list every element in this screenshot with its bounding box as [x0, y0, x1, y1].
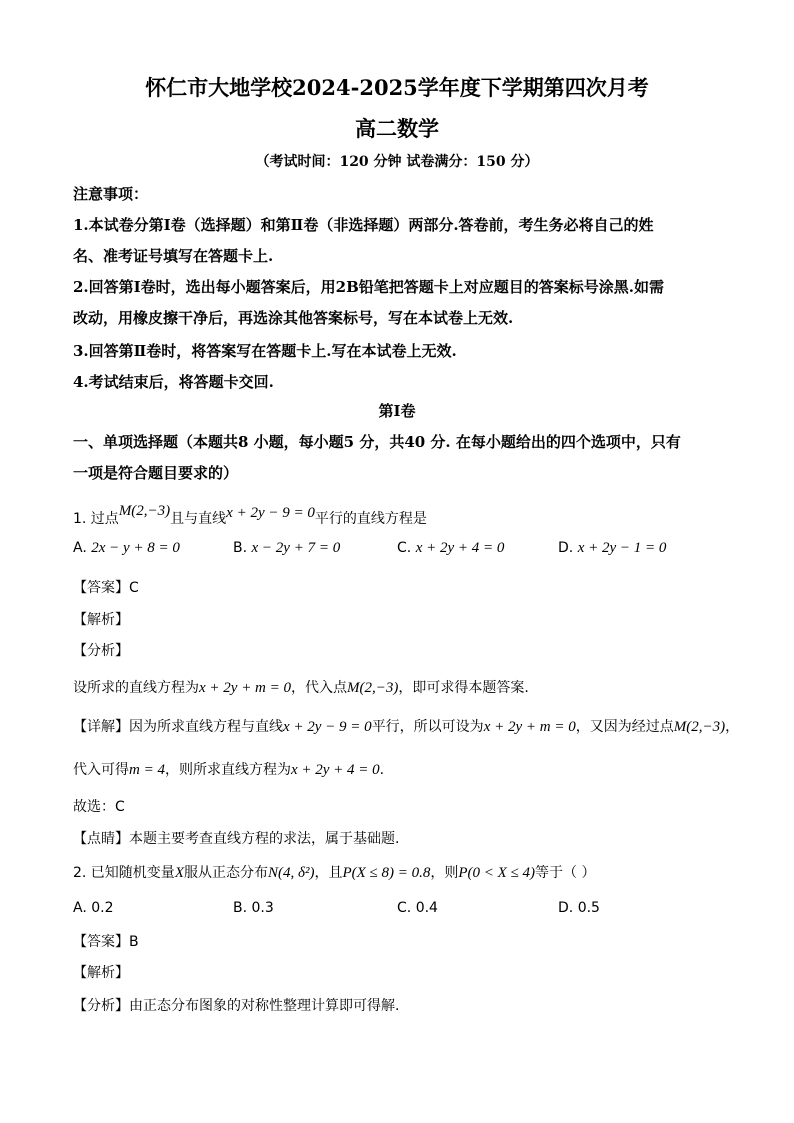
- detail-text: 代入可得: [73, 762, 129, 778]
- q2-prob-1: P(X ≤ 8) = 0.8: [342, 865, 431, 881]
- note-3: 3.回答第Ⅱ卷时，将答案写在答题卡上.写在本试卷上无效.: [73, 342, 457, 360]
- q1-choice: 故选：C: [73, 799, 125, 815]
- part1-line-2: 一项是符合题目要求的）: [73, 464, 239, 482]
- q1-jiexi: 【解析】: [73, 612, 129, 628]
- detail-text: ，: [725, 719, 740, 735]
- option-expr: 0.3: [251, 900, 274, 916]
- q1-detail-line-2: [73, 759, 384, 779]
- option-expr: 0.4: [415, 900, 438, 916]
- q1-option-b: [233, 540, 340, 557]
- detail-text: .: [379, 762, 385, 778]
- q2-answer: 【答案】B: [73, 934, 139, 950]
- q1-option-a: [73, 540, 180, 557]
- q2-option-a: [73, 900, 114, 916]
- analysis-text: ，代入点: [291, 680, 348, 696]
- q2-option-c: [397, 900, 438, 916]
- option-label: C.: [397, 540, 412, 556]
- q2-text: 等于（ ）: [535, 865, 596, 881]
- q1-prefix: 1. 过点: [73, 511, 119, 527]
- detail-expr: x + 2y + m = 0: [483, 719, 576, 735]
- q1-detail-line-1: [73, 716, 739, 736]
- detail-text: 【详解】因为所求直线方程与直线: [73, 719, 283, 735]
- q1-line: x + 2y − 9 = 0: [226, 505, 315, 521]
- detail-expr: x + 2y − 9 = 0: [283, 719, 372, 735]
- q1-analysis: [73, 677, 529, 697]
- q2-stem: [73, 862, 596, 882]
- option-label: A.: [73, 900, 87, 916]
- section-title: 第Ⅰ卷: [378, 402, 416, 420]
- option-expr: 0.2: [91, 900, 114, 916]
- note-1-line-2: 名、准考证号填写在答题卡上.: [73, 247, 274, 265]
- option-expr: 2x − y + 8 = 0: [91, 540, 180, 556]
- q1-answer: 【答案】C: [73, 580, 139, 596]
- q1-option-c: [397, 540, 504, 557]
- q2-fenxi: 【分析】由正态分布图象的对称性整理计算即可得解.: [73, 998, 400, 1014]
- option-label: B.: [233, 540, 248, 556]
- note-2-line-1: 2.回答第Ⅰ卷时，选出每小题答案后，用2B铅笔把答题卡上对应题目的答案标号涂黑.如需: [73, 278, 665, 296]
- option-label: D.: [558, 900, 574, 916]
- part1-line-1: 一、单项选择题（本题共8 小题，每小题5 分，共40 分. 在每小题给出的四个选项中，只有: [73, 433, 681, 451]
- detail-expr: M(2,−3): [673, 719, 726, 735]
- q2-prob-2: P(0 < X ≤ 4): [458, 865, 536, 881]
- q1-comment: 【点睛】本题主要考查直线方程的求法，属于基础题.: [73, 831, 400, 847]
- option-expr: x + 2y − 1 = 0: [577, 540, 667, 556]
- option-expr: x + 2y + 4 = 0: [415, 540, 505, 556]
- analysis-expr: M(2,−3): [347, 680, 399, 696]
- q2-option-b: [233, 900, 274, 916]
- note-4: 4.考试结束后，将答题卡交回.: [73, 373, 274, 391]
- detail-text: 平行，所以可设为: [371, 719, 484, 735]
- note-2-line-2: 改动，用橡皮擦干净后，再选涂其他答案标号，写在本试卷上无效.: [73, 309, 514, 327]
- option-expr: x − 2y + 7 = 0: [251, 540, 341, 556]
- q2-jiexi: 【解析】: [73, 965, 129, 981]
- detail-text: ，又因为经过点: [575, 719, 674, 735]
- detail-expr: x + 2y + 4 = 0: [290, 762, 380, 778]
- note-1-line-1: 1.本试卷分第Ⅰ卷（选择题）和第Ⅱ卷（非选择题）两部分.答卷前，考生务必将自己的姓: [73, 216, 654, 234]
- option-expr: 0.5: [577, 900, 600, 916]
- option-label: B.: [233, 900, 248, 916]
- option-label: C.: [397, 900, 412, 916]
- q2-var: X: [174, 865, 184, 881]
- exam-info: （考试时间：120 分钟 试卷满分：150 分）: [255, 154, 539, 170]
- page-title: 怀仁市大地学校2024-2025学年度下学期第四次月考: [145, 75, 649, 100]
- analysis-text: 设所求的直线方程为: [73, 680, 199, 696]
- q1-stem: [73, 503, 427, 528]
- q2-option-d: [558, 900, 600, 916]
- q2-text: 2. 已知随机变量: [73, 865, 175, 881]
- q2-text: ，则: [430, 865, 459, 881]
- q1-point: M(2,−3): [118, 503, 171, 519]
- q2-text: 服从正态分布: [183, 865, 268, 881]
- q2-text: ，且: [314, 865, 343, 881]
- q2-dist: N(4, δ²): [267, 865, 315, 881]
- option-label: A.: [73, 540, 87, 556]
- option-label: D.: [558, 540, 574, 556]
- detail-expr: m = 4: [129, 762, 165, 778]
- q1-mid: 且与直线: [170, 511, 227, 527]
- page-subtitle: 高二数学: [355, 116, 439, 141]
- detail-text: ，则所求直线方程为: [164, 762, 291, 778]
- notes-heading: 注意事项：: [73, 185, 149, 203]
- q1-suffix: 平行的直线方程是: [314, 511, 427, 527]
- q1-option-d: [558, 540, 666, 557]
- q1-fenxi: 【分析】: [73, 643, 129, 659]
- analysis-expr: x + 2y + m = 0: [199, 680, 292, 696]
- analysis-text: ，即可求得本题答案.: [398, 680, 529, 696]
